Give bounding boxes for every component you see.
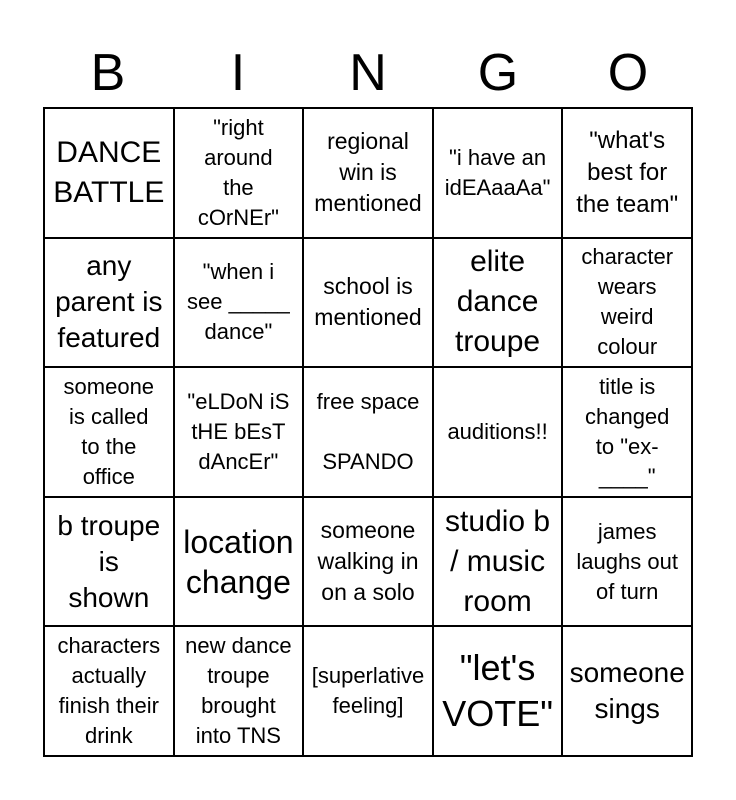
bingo-cell-r4c3[interactable]: someone walking in on a solo <box>303 497 433 627</box>
header-letter-b: B <box>90 44 126 102</box>
bingo-cell-r1c5[interactable]: "what's best for the team" <box>562 108 692 238</box>
bingo-cell-r3c2[interactable]: "eLDoN iS tHE bEsT dAncEr" <box>174 367 304 497</box>
header-letter-o: O <box>607 44 649 102</box>
bingo-cell-r5c4[interactable]: "let's VOTE" <box>433 626 563 756</box>
bingo-cell-r1c3[interactable]: regional win is mentioned <box>303 108 433 238</box>
header-letter-g: G <box>477 44 519 102</box>
bingo-cell-r2c5[interactable]: character wears weird colour <box>562 238 692 368</box>
bingo-cell-r3c4[interactable]: auditions!! <box>433 367 563 497</box>
bingo-header <box>43 40 693 106</box>
bingo-cell-r1c4[interactable]: "i have an idEAaaAa" <box>433 108 563 238</box>
bingo-cell-r3c3-free-space[interactable]: free space SPANDO <box>303 367 433 497</box>
bingo-cell-r5c5[interactable]: someone sings <box>562 626 692 756</box>
bingo-cell-r5c2[interactable]: new dance troupe brought into TNS <box>174 626 304 756</box>
bingo-cell-r3c5[interactable]: title is changed to "ex- ____" <box>562 367 692 497</box>
header-letter-i: I <box>230 44 246 102</box>
bingo-cell-r1c1[interactable]: DANCE BATTLE <box>44 108 174 238</box>
bingo-cell-r3c1[interactable]: someone is called to the office <box>44 367 174 497</box>
bingo-cell-r4c4[interactable]: studio b / music room <box>433 497 563 627</box>
bingo-cell-r5c3[interactable]: [superlative feeling] <box>303 626 433 756</box>
bingo-card-grid <box>43 107 693 757</box>
bingo-cell-r2c2[interactable]: "when i see _____ dance" <box>174 238 304 368</box>
bingo-cell-r2c3[interactable]: school is mentioned <box>303 238 433 368</box>
header-letter-n: N <box>349 44 387 102</box>
bingo-cell-r4c5[interactable]: james laughs out of turn <box>562 497 692 627</box>
bingo-cell-r4c1[interactable]: b troupe is shown <box>44 497 174 627</box>
bingo-cell-r1c2[interactable]: "right around the cOrNEr" <box>174 108 304 238</box>
bingo-cell-r4c2[interactable]: location change <box>174 497 304 627</box>
bingo-cell-r2c1[interactable]: any parent is featured <box>44 238 174 368</box>
bingo-cell-r5c1[interactable]: characters actually finish their drink <box>44 626 174 756</box>
bingo-cell-r2c4[interactable]: elite dance troupe <box>433 238 563 368</box>
